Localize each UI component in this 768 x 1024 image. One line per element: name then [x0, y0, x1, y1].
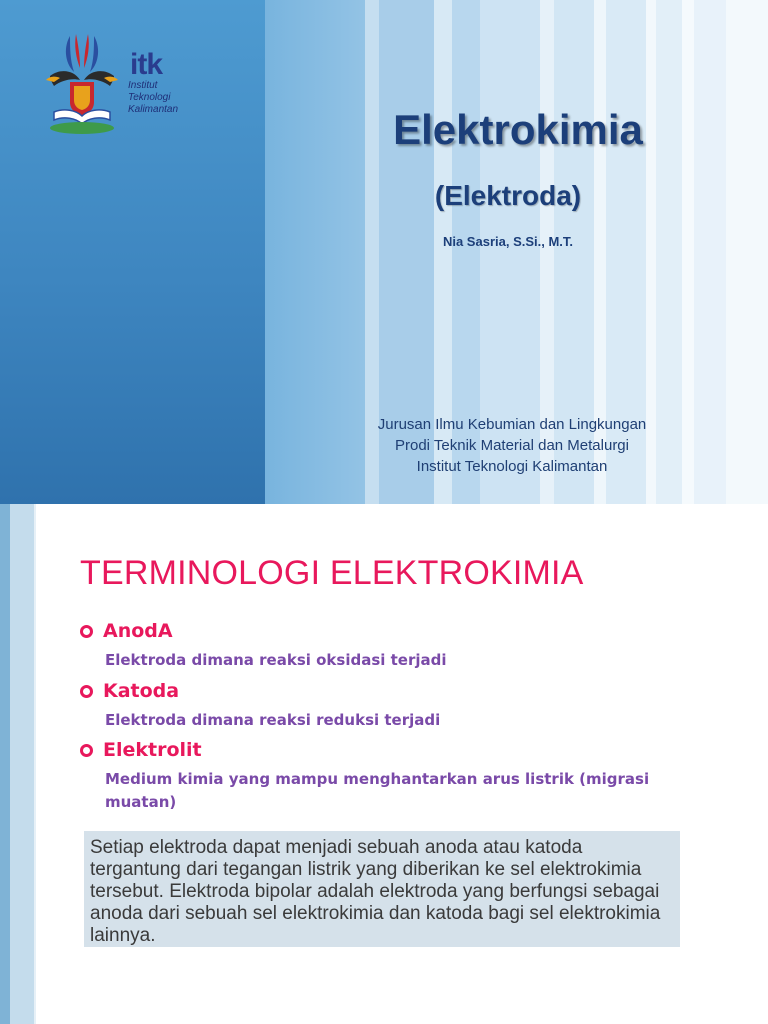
affiliation-line: Institut Teknologi Kalimantan: [416, 458, 608, 475]
terminology-slide: [0, 504, 768, 1024]
term-item-elektrolit: [80, 739, 720, 814]
itk-logo: [40, 32, 200, 136]
term-label: Elektrolit: [103, 739, 202, 761]
logo-line: Teknologi: [128, 92, 171, 103]
hornbill-emblem-icon: [40, 32, 124, 136]
note-box: [84, 831, 680, 947]
affiliation-block: [262, 414, 762, 477]
logo-line: Kalimantan: [128, 104, 179, 115]
note-text: Setiap elektroda dapat menjadi sebuah anoda atau katoda tergantung dari tegangan listrik yang diberikan ke sel elektrokimia tersebut. Elektroda bipolar adalah elektroda yang berfungsi sebagai anoda dari sebuah sel elektrokimia dan katoda bagi sel elektrokimia lainnya.: [90, 837, 661, 946]
slide-title: Elektrokimia: [393, 106, 643, 153]
term-definition: Elektroda dimana reaksi reduksi terjadi: [105, 711, 441, 729]
term-definition: Medium kimia yang mampu menghantarkan arus listrik (migrasi muatan): [105, 770, 650, 811]
term-item-anoda: [80, 620, 720, 672]
bullet-circle-icon: [80, 625, 93, 638]
term-definition: Elektroda dimana reaksi oksidasi terjadi: [105, 651, 447, 669]
left-accent-bar: [0, 504, 10, 1024]
term-label: AnodA: [103, 620, 173, 642]
term-label: Katoda: [103, 680, 180, 702]
affiliation-line: Prodi Teknik Material dan Metalurgi: [394, 437, 629, 454]
term-item-katoda: [80, 680, 720, 732]
affiliation-line: Jurusan Ilmu Kebumian dan Lingkungan: [377, 416, 647, 433]
slide-subtitle: (Elektroda): [434, 180, 582, 211]
logo-abbr: itk: [130, 48, 163, 81]
author-name: Nia Sasria, S.Si., M.T.: [442, 234, 574, 249]
left-accent-bar: [10, 504, 34, 1024]
bullet-circle-icon: [80, 685, 93, 698]
title-slide: [0, 0, 768, 504]
logo-line: Institut: [128, 80, 158, 91]
left-accent-bar: [34, 504, 36, 1024]
bullet-circle-icon: [80, 744, 93, 757]
terminology-title: TERMINOLOGI ELEKTROKIMIA: [80, 554, 584, 592]
logo-text: [128, 50, 208, 116]
